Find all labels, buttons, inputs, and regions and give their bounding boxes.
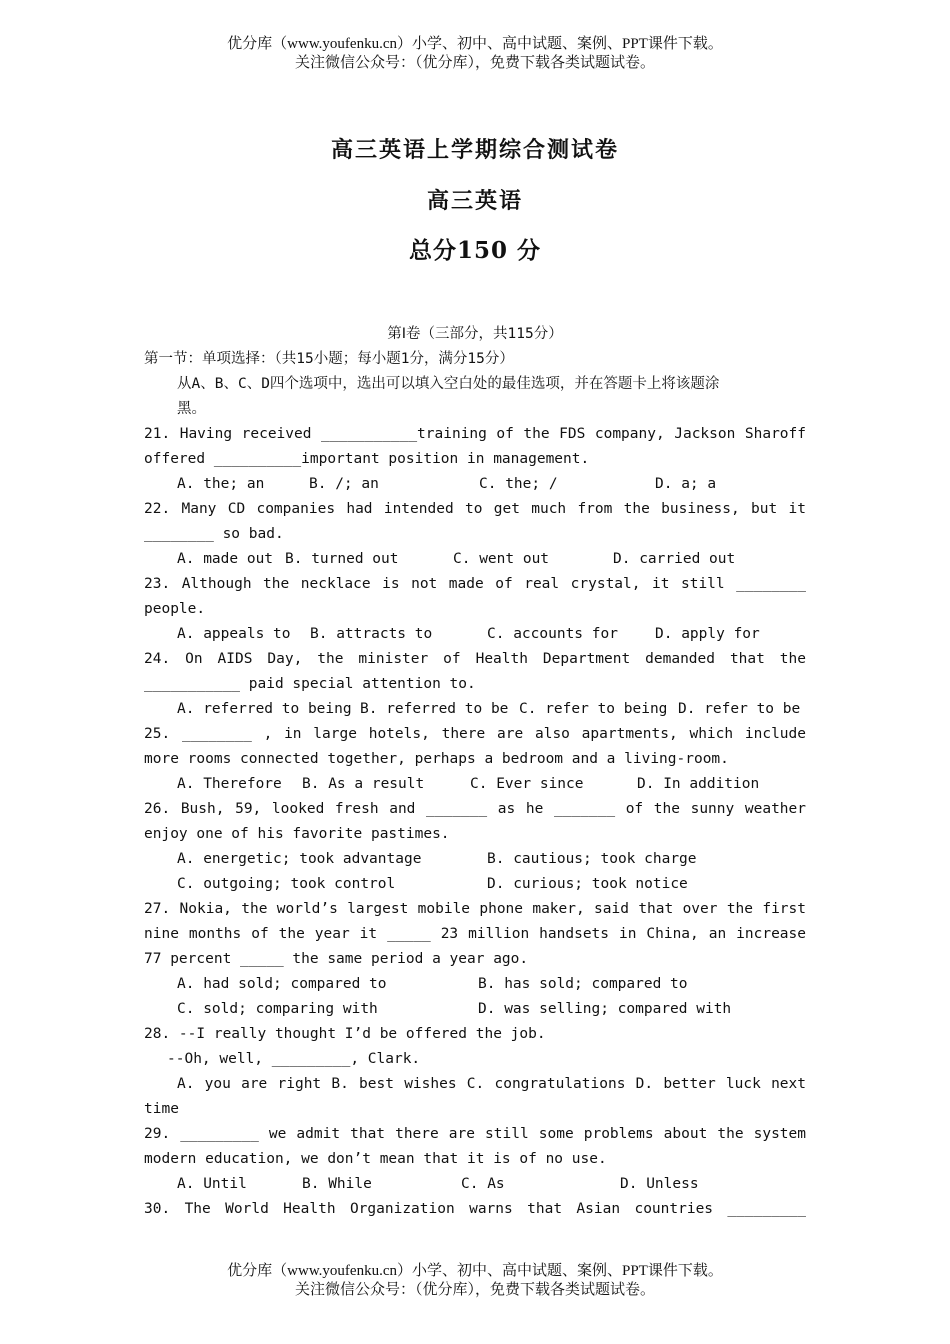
- question-25-options: [144, 772, 806, 797]
- option-c: C. accounts for: [487, 626, 618, 642]
- question-27-options-row-1: [144, 972, 806, 997]
- option-b: B. has sold; compared to: [478, 976, 688, 992]
- question-27-line-2: nine months of the year it _____ 23 million handsets in China, an increase: [144, 926, 806, 942]
- question-25-line-2: more rooms connected together, perhaps a bedroom and a living-room.: [144, 751, 729, 767]
- option-d: D. a; a: [655, 476, 717, 492]
- option-c: C. refer to being: [519, 701, 668, 717]
- header-line-2: 关注微信公众号：（优分库），免费下载各类试题试卷。: [294, 55, 655, 71]
- page-header: [0, 35, 950, 73]
- part-heading: 第Ⅰ卷（三部分，共115分）: [387, 326, 563, 342]
- question-24-line-1: 24. On AIDS Day, the minister of Health Department demanded that the: [144, 651, 806, 667]
- option-b: B. attracts to: [310, 626, 433, 642]
- footer-line-2: 关注微信公众号：（优分库），免费下载各类试题试卷。: [294, 1282, 655, 1298]
- question-28-line-3: time: [144, 1101, 179, 1117]
- option-d: D. curious; took notice: [487, 876, 688, 892]
- option-b: B. As a result: [302, 776, 425, 792]
- option-a: A. the; an: [177, 476, 265, 492]
- option-d: D. In addition: [637, 776, 760, 792]
- question-24-options: [144, 697, 806, 722]
- question-21-line-2: offered __________important position in management.: [144, 451, 590, 467]
- question-29-options: [144, 1172, 806, 1197]
- question-26-line-1: 26. Bush, 59, looked fresh and _______ as he _______ of the sunny weather: [144, 801, 806, 817]
- question-24-line-2: ___________ paid special attention to.: [144, 676, 476, 692]
- question-26-line-2: enjoy one of his favorite pastimes.: [144, 826, 450, 842]
- option-a: A. made out: [177, 551, 274, 567]
- exam-body: [144, 322, 806, 1222]
- option-b: B. turned out: [285, 551, 399, 567]
- option-b: B. /; an: [309, 476, 379, 492]
- option-d: D. Unless: [620, 1176, 699, 1192]
- exam-subject: 高三英语: [426, 188, 523, 214]
- option-d: D. carried out: [613, 551, 736, 567]
- instruction-line-1: 从A、B、C、D四个选项中，选出可以填入空白处的最佳选项，并在答题卡上将该题涂: [177, 376, 720, 392]
- question-26-options-row-1: [144, 847, 806, 872]
- option-b: B. While: [302, 1176, 372, 1192]
- question-27-options-row-2: [144, 997, 806, 1022]
- question-29-line-1: 29. _________ we admit that there are still some problems about the system: [144, 1126, 806, 1142]
- option-a: A. Therefore: [177, 776, 282, 792]
- question-27-line-3: 77 percent _____ the same period a year ago.: [144, 951, 529, 967]
- option-b: B. referred to be: [360, 701, 509, 717]
- question-23-options: [144, 622, 806, 647]
- question-22-line-2: ________ so bad.: [144, 526, 284, 542]
- option-a: A. referred to being: [177, 701, 352, 717]
- footer-line-1: 优分库（www.youfenku.cn）小学、初中、高中试题、案例、PPT课件下载。: [227, 1263, 723, 1279]
- option-b: B. cautious; took charge: [487, 851, 697, 867]
- question-26-options-row-2: [144, 872, 806, 897]
- instruction-line-2: 黑。: [177, 401, 206, 417]
- option-c: C. As: [461, 1176, 505, 1192]
- question-28-options: A. you are right B. best wishes C. congratulations D. better luck next: [177, 1076, 806, 1092]
- section-heading: 第一节：单项选择：（共15小题；每小题1分，满分15分）: [144, 351, 514, 367]
- question-28-line-2: --Oh, well, _________, Clark.: [167, 1051, 421, 1067]
- question-27-line-1: 27. Nokia, the world’s largest mobile phone maker, said that over the first: [144, 901, 806, 917]
- question-21-options: [144, 472, 806, 497]
- option-c: C. sold; comparing with: [177, 1001, 378, 1017]
- question-22-line-1: 22. Many CD companies had intended to get much from the business, but it: [144, 501, 806, 517]
- question-22-options: [144, 547, 806, 572]
- question-23-line-2: people.: [144, 601, 206, 617]
- question-25-line-1: 25. ________ , in large hotels, there are also apartments, which include: [144, 726, 806, 742]
- option-a: A. had sold; compared to: [177, 976, 387, 992]
- option-d: D. was selling; compared with: [478, 1001, 732, 1017]
- option-a: A. Until: [177, 1176, 247, 1192]
- question-23-line-1: 23. Although the necklace is not made of real crystal, it still ________: [144, 576, 806, 592]
- option-c: C. Ever since: [470, 776, 584, 792]
- question-29-line-2: modern education, we don’t mean that it is of no use.: [144, 1151, 607, 1167]
- option-c: C. the; /: [479, 476, 558, 492]
- page-footer: [0, 1262, 950, 1300]
- option-c: C. outgoing; took control: [177, 876, 396, 892]
- option-c: C. went out: [453, 551, 550, 567]
- header-line-1: 优分库（www.youfenku.cn）小学、初中、高中试题、案例、PPT课件下载。: [227, 36, 723, 52]
- option-a: A. energetic; took advantage: [177, 851, 422, 867]
- option-a: A. appeals to: [177, 626, 291, 642]
- option-d: D. apply for: [655, 626, 760, 642]
- exam-total-score: 总分150 分: [408, 237, 542, 264]
- question-21-line-1: 21. Having received ___________training of the FDS company, Jackson Sharoff: [144, 426, 806, 442]
- question-28-line-1: 28. --I really thought I’d be offered the job.: [144, 1026, 546, 1042]
- exam-title: 高三英语上学期综合测试卷: [330, 137, 619, 163]
- question-30-line-1: 30. The World Health Organization warns that Asian countries _________: [144, 1201, 806, 1217]
- option-d: D. refer to be: [678, 701, 801, 717]
